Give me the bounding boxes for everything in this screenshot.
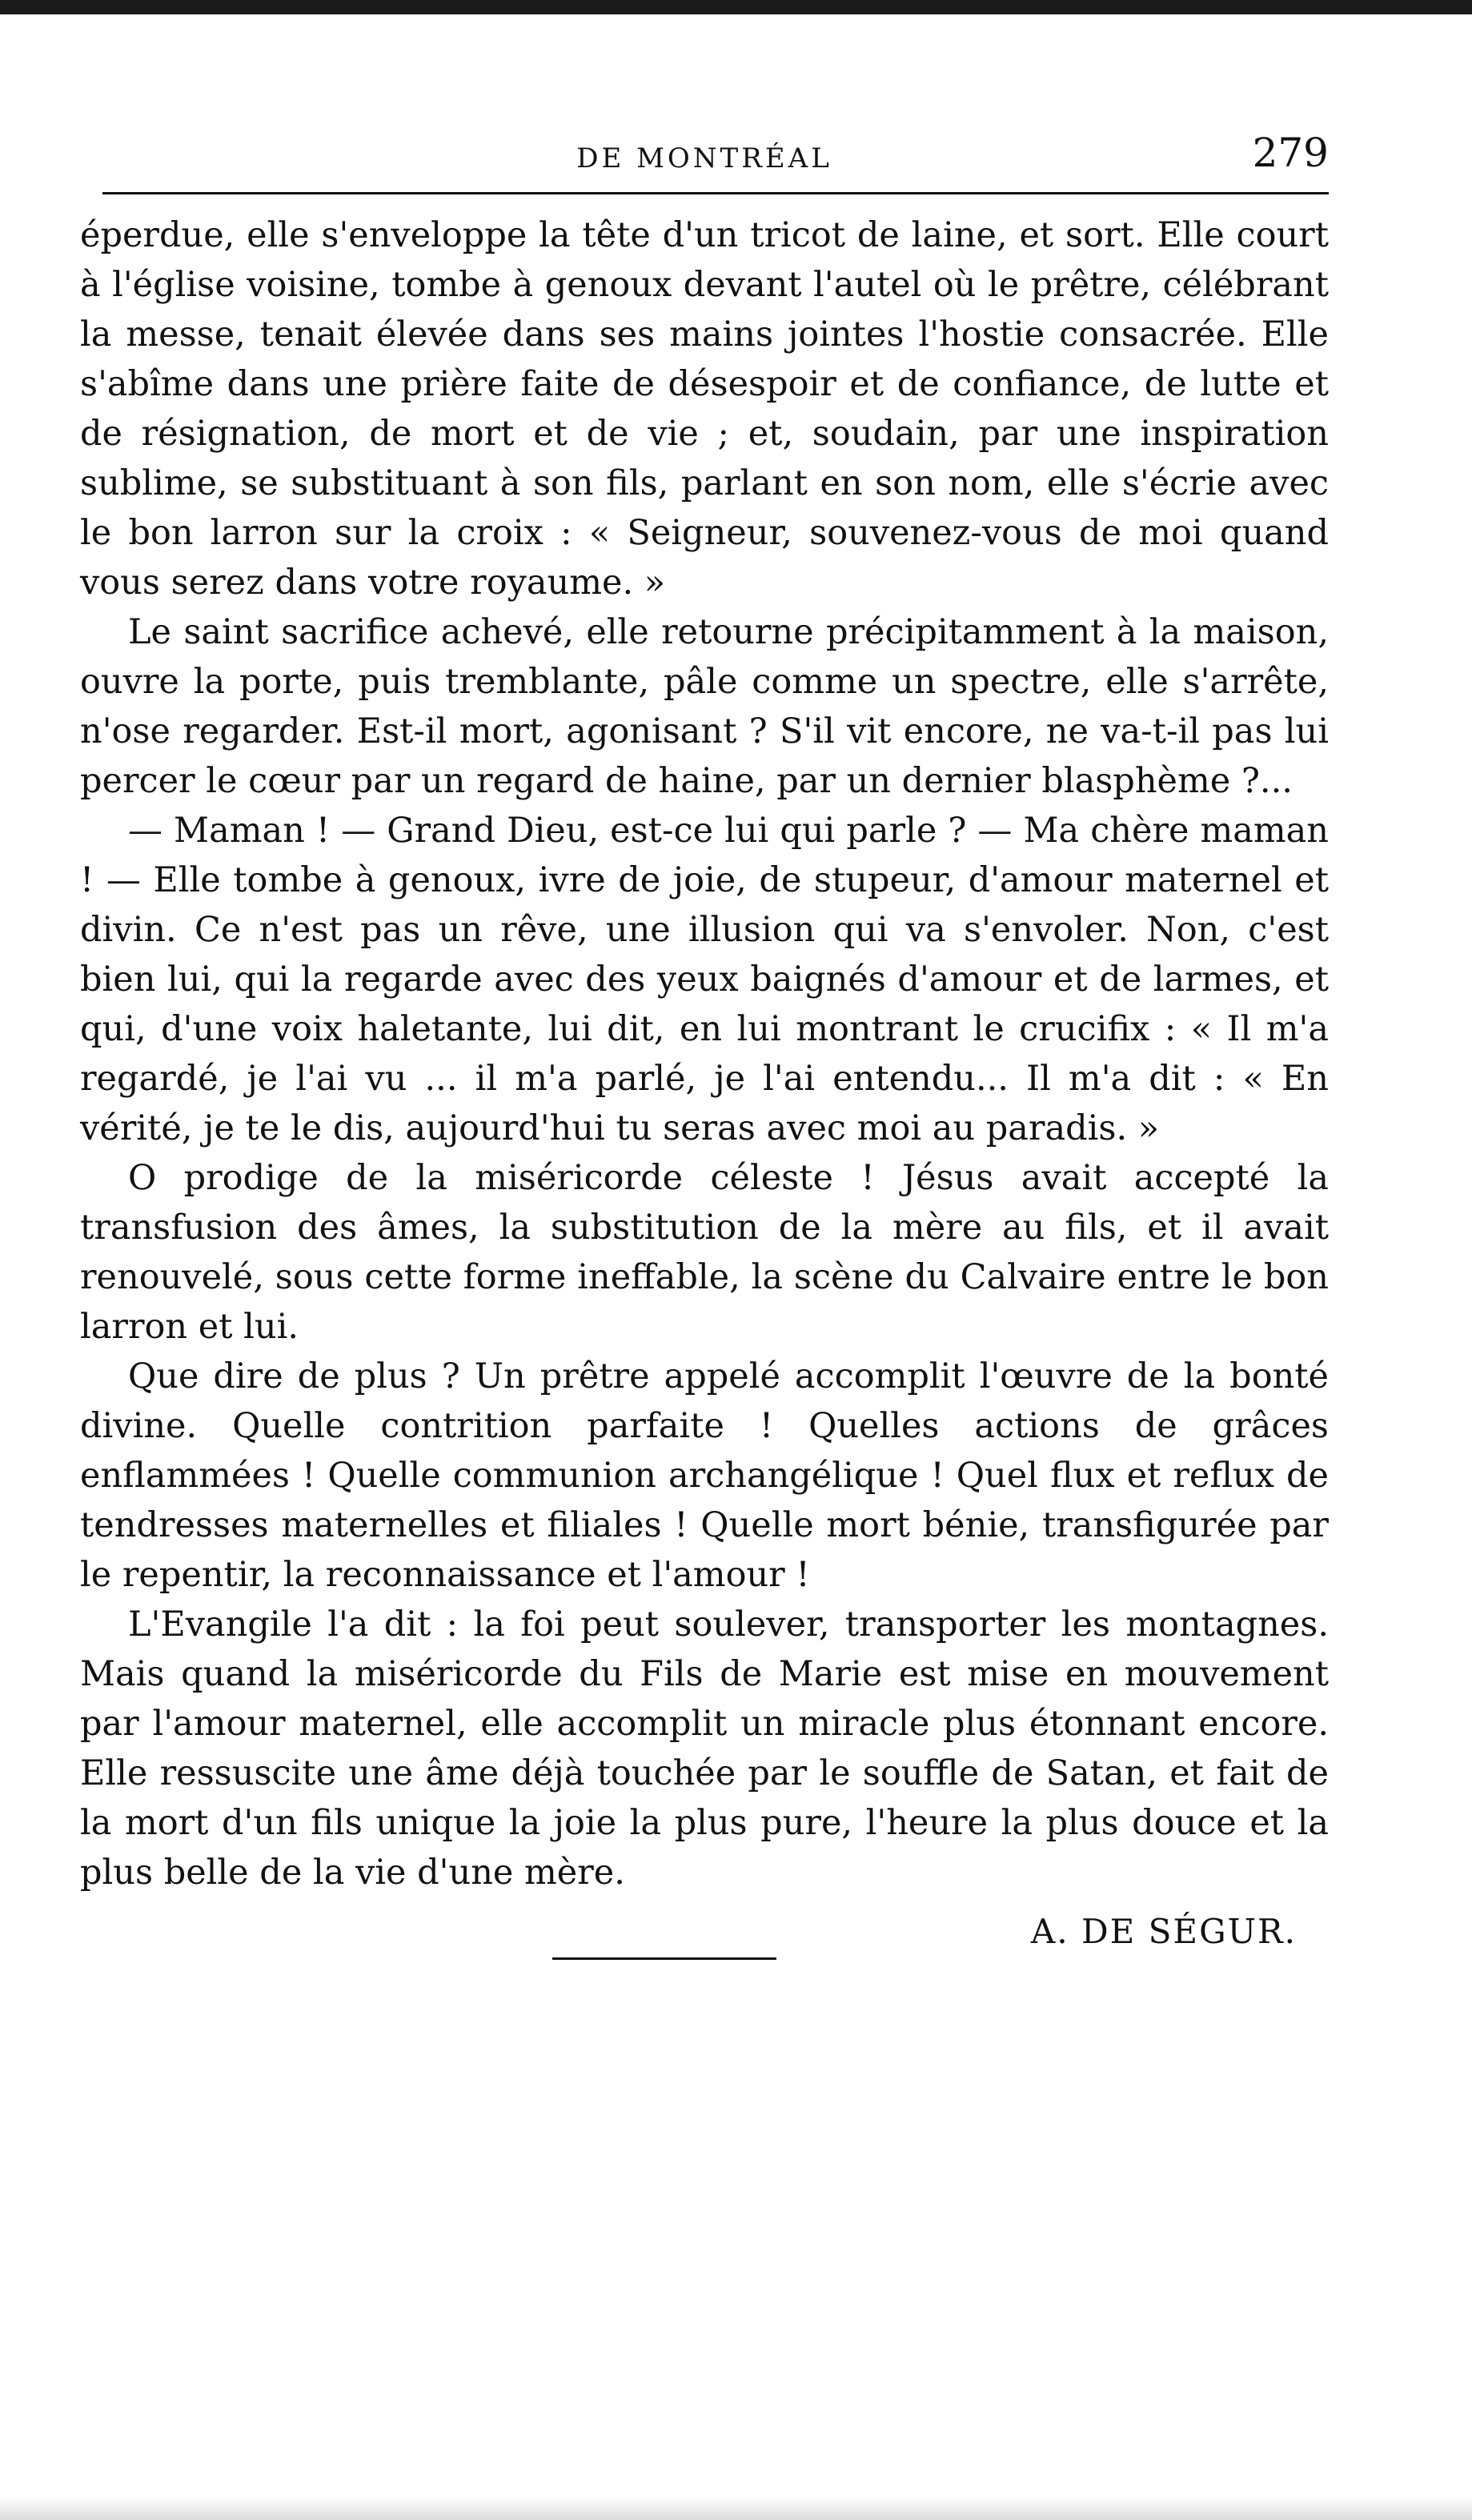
paragraph-6: L'Evangile l'a dit : la foi peut soulever, transporter les montagnes. Mais quand la miséricorde du Fils de Marie est mise en mouvement par l'amour maternel, elle accomplit un miracle plus étonnant encore. Elle ressuscite une âme déjà touchée par le souffle de Satan, et fait de la mort d'un fils unique la joie la plus pure, l'heure la plus douce et la plus belle de la vie d'une mère. [80,1605,1329,1893]
paragraph-4: O prodige de la miséricorde céleste ! Jésus avait accepté la transfusion des âmes, la substitution de la mère au fils, et il avait renouvelé, sous cette forme ineffable, la scène du Calvaire entre le bon larron et lui. [80,1158,1329,1347]
running-title: DE MONTRÉAL [576,142,832,174]
running-head [80,120,1329,176]
author-signature: A. DE SÉGUR. [1030,1912,1297,1951]
paragraph-3: — Maman ! — Grand Dieu, est-ce lui qui parle ? — Ma chère maman ! — Elle tombe à genoux, ivre de joie, de stupeur, d'amour maternel et divin. Ce n'est pas un rêve, une illusion qui va s'envoler. Non, c'est bien lui, qui la regarde avec des yeux baignés d'amour et de larmes, et qui, d'une voix haletante, lui dit, en lui montrant le crucifix : « Il m'a regardé, je l'ai vu ... il m'a parlé, je l'ai entendu... Il m'a dit : « En vérité, je te le dis, aujourd'hui tu seras avec moi au paradis. » [80,811,1329,1148]
end-rule [552,1957,776,1960]
scan-bottom-edge [0,2497,1472,2520]
body-text [80,210,1329,1897]
header-rule [102,192,1329,194]
scan-top-edge [0,0,1472,14]
page-number: 279 [1252,130,1329,176]
paragraph-5: Que dire de plus ? Un prêtre appelé accomplit l'œuvre de la bonté divine. Quelle contrition parfaite ! Quelles actions de grâces enflammées ! Quelle communion archangélique ! Quel flux et reflux de tendresses maternelles et filiales ! Quelle mort bénie, transfigurée par le repentir, la reconnaissance et l'amour ! [80,1356,1329,1595]
book-page [80,120,1329,1960]
paragraph-2: Le saint sacrifice achevé, elle retourne précipitamment à la maison, ouvre la porte, puis tremblante, pâle comme un spectre, elle s'arrête, n'ose regarder. Est-il mort, agonisant ? S'il vit encore, ne va-t-il pas lui percer le cœur par un regard de haine, par un dernier blasphème ?... [80,612,1329,801]
paragraph-1: éperdue, elle s'enveloppe la tête d'un tricot de laine, et sort. Elle court à l'église voisine, tombe à genoux devant l'autel où le prêtre, célébrant la messe, tenait élevée dans ses mains jointes l'hostie consacrée. Elle s'abîme dans une prière faite de désespoir et de confiance, de lutte et de résignation, de mort et de vie ; et, soudain, par une inspiration sublime, se substituant à son fils, parlant en son nom, elle s'écrie avec le bon larron sur la croix : « Seigneur, souvenez-vous de moi quand vous serez dans votre royaume. » [80,215,1329,603]
